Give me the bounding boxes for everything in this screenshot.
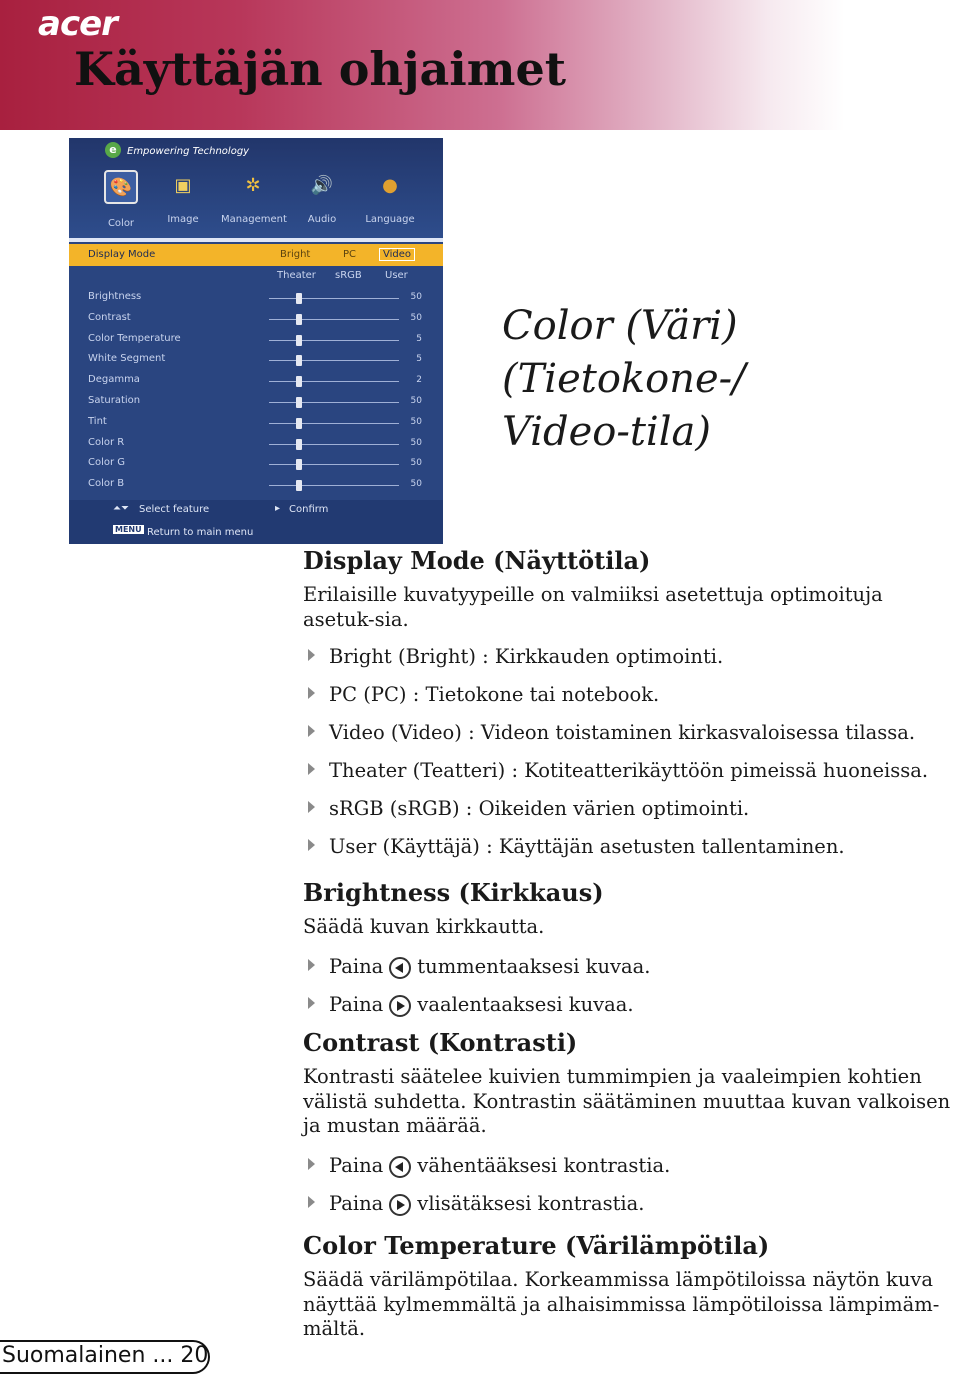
speaker-icon: 🔊: [310, 174, 334, 196]
right-button-icon: [389, 1194, 411, 1216]
wrench-icon: ✲: [245, 174, 261, 196]
osd-setting-label: Color R: [88, 436, 125, 448]
page-title: Käyttäjän ohjaimet: [74, 42, 566, 96]
osd-slider-knob[interactable]: [296, 418, 302, 429]
section-heading-line: Color (Väri): [502, 303, 738, 349]
osd-slider-track[interactable]: [269, 485, 399, 486]
confirm-hint: Confirm: [289, 504, 329, 515]
bullet-arrow-icon: [308, 687, 315, 699]
osd-setting-label: Degamma: [88, 374, 140, 386]
osd-setting-value: 5: [416, 333, 422, 344]
contrast-intro: Kontrasti säätelee kuivien tummimpien ja vaaleimpien kohtien välistä suhdetta. Kontrastin säätäminen muuttaa kuvan valkoisen ja mustan määrää.: [303, 1065, 951, 1137]
osd-slider-track[interactable]: [269, 340, 399, 341]
list-item: Paina vähentääksesi kontrastia.: [308, 1154, 670, 1178]
bullet-arrow-icon: [308, 1196, 315, 1208]
left-button-icon: [389, 957, 411, 979]
mode-option-srgb[interactable]: sRGB: [335, 270, 362, 281]
osd-slider-track[interactable]: [269, 298, 399, 299]
osd-menu: [69, 138, 443, 544]
contrast-heading: Contrast (Kontrasti): [303, 1028, 578, 1057]
mode-option-pc[interactable]: PC: [343, 249, 357, 260]
osd-setting-label: Brightness: [88, 291, 142, 302]
osd-slider-knob[interactable]: [296, 397, 302, 408]
osd-setting-value: 50: [410, 312, 422, 323]
tab-management[interactable]: [221, 170, 285, 225]
osd-setting-label: Color Temperature: [88, 332, 181, 344]
mode-option-theater[interactable]: Theater: [277, 270, 316, 281]
osd-setting-value: 50: [410, 292, 422, 302]
section-heading-line: (Tietokone-/: [502, 356, 746, 402]
osd-slider-knob[interactable]: [296, 480, 302, 491]
list-item: Paina tummentaaksesi kuvaa.: [308, 955, 651, 979]
mode-option-user[interactable]: User: [385, 270, 408, 281]
osd-slider-track[interactable]: [269, 444, 399, 445]
osd-setting-value: 5: [416, 354, 422, 365]
display-mode-heading: Display Mode (Näyttötila): [303, 546, 651, 575]
osd-slider-track[interactable]: [269, 381, 399, 382]
brightness-heading: Brightness (Kirkkaus): [303, 878, 604, 907]
list-item: Paina vaalentaaksesi kuvaa.: [308, 993, 634, 1017]
select-arrows-icon: ⏶⏷: [113, 503, 129, 514]
tab-language[interactable]: [358, 170, 422, 225]
bullet-arrow-icon: [308, 839, 315, 851]
osd-slider-knob[interactable]: [296, 439, 302, 450]
list-item: Video (Video) : Videon toistaminen kirkasvaloisessa tilassa.: [308, 721, 915, 744]
osd-slider-track[interactable]: [269, 464, 399, 465]
confirm-arrow-icon: ▸: [275, 503, 281, 514]
tab-audio[interactable]: [290, 170, 354, 225]
tab-color[interactable]: [89, 170, 153, 229]
osd-slider-knob[interactable]: [296, 355, 302, 366]
list-item: Paina vlisätäksesi kontrastia.: [308, 1192, 645, 1216]
menu-key-icon: MENU: [115, 525, 142, 534]
empowering-logo-icon: e: [105, 142, 121, 158]
list-item: Bright (Bright) : Kirkkauden optimointi.: [308, 645, 723, 668]
globe-icon: ●: [382, 174, 398, 196]
osd-setting-label: Color B: [88, 478, 125, 490]
mode-option-video[interactable]: Video: [379, 248, 415, 261]
osd-brand: Empowering Technology: [127, 146, 250, 157]
bullet-arrow-icon: [308, 649, 315, 661]
list-item: sRGB (sRGB) : Oikeiden värien optimointi.: [308, 797, 749, 820]
osd-setting-value: 50: [410, 437, 422, 448]
page-number: Suomalainen ... 20: [2, 1343, 209, 1368]
palette-icon: 🎨: [104, 170, 138, 204]
osd-slider-knob[interactable]: [296, 293, 302, 304]
tab-label: Management: [221, 214, 287, 225]
tab-label: Image: [167, 214, 199, 225]
image-icon: ▣: [174, 174, 192, 196]
osd-slider-track[interactable]: [269, 423, 399, 424]
list-item: PC (PC) : Tietokone tai notebook.: [308, 683, 659, 706]
osd-slider-knob[interactable]: [296, 314, 302, 325]
left-button-icon: [389, 1156, 411, 1178]
bullet-arrow-icon: [308, 997, 315, 1009]
right-button-icon: [389, 995, 411, 1017]
display-mode-row[interactable]: [69, 244, 443, 266]
osd-setting-label: Tint: [88, 415, 107, 427]
list-item: User (Käyttäjä) : Käyttäjän asetusten tallentaminen.: [308, 835, 845, 858]
mode-option-bright[interactable]: Bright: [280, 249, 311, 260]
tab-label: Language: [365, 214, 415, 225]
display-mode-intro: Erilaisille kuvatyypeille on valmiiksi asetettuja optimoituja asetuk-sia.: [303, 583, 883, 631]
osd-setting-value: 50: [410, 479, 422, 490]
bullet-arrow-icon: [308, 959, 315, 971]
tab-label: Color: [107, 218, 135, 229]
osd-setting-value: 50: [410, 416, 422, 427]
osd-setting-value: 50: [410, 458, 422, 469]
color-temperature-heading: Color Temperature (Värilämpötila): [303, 1231, 770, 1260]
osd-setting-value: 2: [416, 375, 422, 386]
osd-slider-track[interactable]: [269, 319, 399, 320]
bullet-arrow-icon: [308, 725, 315, 737]
osd-slider-knob[interactable]: [296, 376, 302, 387]
color-temperature-intro: Säädä värilämpötilaa. Korkeammissa lämpötiloissa näytön kuva näyttää kylmemmältä ja alhaisimmissa lämpötiloissa lämpimäm-mältä.: [303, 1268, 940, 1340]
osd-divider: [69, 238, 443, 242]
osd-setting-value: 50: [410, 396, 422, 406]
osd-slider-track[interactable]: [269, 360, 399, 361]
bullet-arrow-icon: [308, 801, 315, 813]
section-heading-line: Video-tila): [502, 409, 711, 455]
tab-image[interactable]: [151, 170, 215, 225]
osd-slider-knob[interactable]: [296, 335, 302, 346]
tab-label: Audio: [307, 214, 337, 225]
osd-footer: [69, 500, 443, 544]
display-mode-label: Display Mode: [88, 249, 156, 260]
select-feature-hint: Select feature: [139, 504, 210, 515]
bullet-arrow-icon: [308, 1158, 315, 1170]
osd-setting-label: White Segment: [88, 353, 166, 365]
bullet-arrow-icon: [308, 763, 315, 775]
osd-setting-label: Color G: [88, 457, 126, 469]
osd-setting-label: Contrast: [88, 311, 131, 323]
acer-logo: acer: [38, 4, 117, 44]
return-menu-hint: Return to main menu: [147, 527, 254, 538]
brightness-intro: Säädä kuvan kirkkautta.: [303, 915, 545, 938]
osd-slider-track[interactable]: [269, 402, 399, 403]
osd-slider-knob[interactable]: [296, 459, 302, 470]
list-item: Theater (Teatteri) : Kotiteatterikäyttöön pimeissä huoneissa.: [308, 759, 928, 782]
section-heading: [502, 300, 746, 459]
osd-setting-label: Saturation: [88, 395, 141, 406]
